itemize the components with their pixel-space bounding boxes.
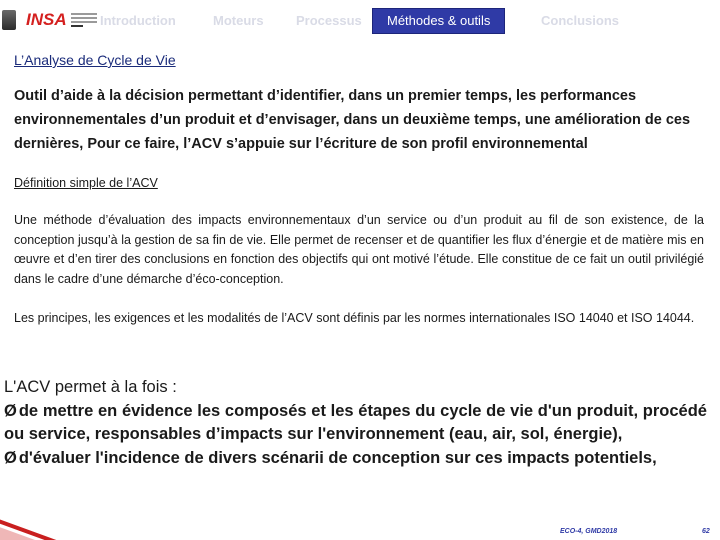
benefit-text: d'évaluer l'incidence de divers scénarii de conception sur ces impacts potentiels, bbox=[18, 448, 657, 467]
arrow-bullet-icon: Ø bbox=[4, 401, 17, 420]
definition-paragraph: Une méthode d’évaluation des impacts environnementaux d’un service ou d’un produit au fil de son existence, de la conception jusqu’à la gestion de sa fin de vie. Elle permet de recenser et de quantifier les flux d’énergie et de matière mis en œuvre et d’en tirer des conclusions en fonction des objectifs qui ont motivé l’étude. Elle constitue de ce fait un outil privilégié dans le cadre d’une démarche d’éco-conception. bbox=[14, 213, 704, 286]
logo-text: INSA bbox=[26, 10, 67, 29]
page-number: 62 bbox=[702, 528, 710, 535]
top-bar bbox=[0, 0, 720, 42]
tab-processus[interactable]: Processus bbox=[296, 13, 362, 28]
tab-moteurs[interactable]: Moteurs bbox=[213, 13, 264, 28]
intro-paragraph: Outil d’aide à la décision permettant d’identifier, dans un premier temps, les performances environnementales d’un produit et d’envisager, dans un deuxième temps, une amélioration de ces dernières, Pour ce faire, l’ACV s’appuie sur l’écriture de son profil environnemental bbox=[14, 88, 691, 152]
tab-conclusions[interactable]: Conclusions bbox=[541, 13, 620, 28]
benefits-block bbox=[4, 376, 707, 470]
definition-title: Définition simple de l’ACV bbox=[14, 176, 158, 190]
benefit-item bbox=[4, 400, 707, 447]
tab-introduction[interactable]: Introduction bbox=[100, 13, 176, 28]
decorative-corner-stripes bbox=[0, 510, 60, 540]
benefits-lead: L'ACV permet à la fois : bbox=[4, 378, 177, 396]
benefit-text: de mettre en évidence les composés et les étapes du cycle de vie d'un produit, procédé ou service, responsables d’impacts sur l'environnement (eau, air, sol, énergie), bbox=[4, 401, 707, 443]
footer-course: ECO-4, GMD2018 bbox=[560, 528, 618, 535]
arrow-bullet-icon: Ø bbox=[4, 448, 17, 467]
benefit-item bbox=[4, 447, 707, 471]
standards-paragraph: Les principes, les exigences et les modalités de l’ACV sont définis par les normes internationales ISO 14040 et ISO 14044. bbox=[14, 311, 695, 325]
navigation-tabs bbox=[0, 8, 720, 34]
tab-methodes-outils[interactable]: Méthodes & outils bbox=[372, 8, 505, 34]
section-title: L’Analyse de Cycle de Vie bbox=[14, 52, 176, 68]
